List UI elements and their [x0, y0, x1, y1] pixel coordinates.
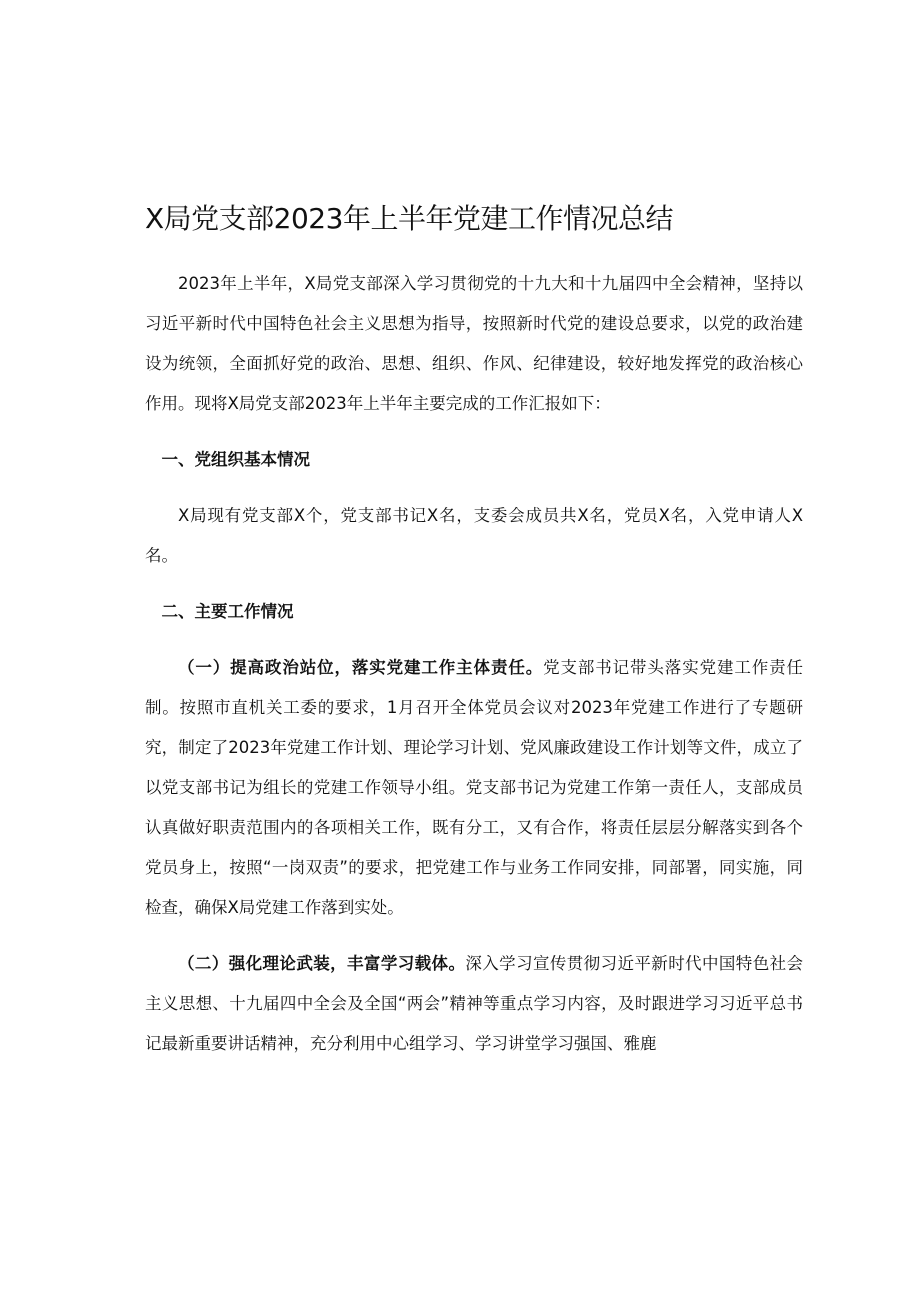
work-item-2-lead: （二）强化理论武装，丰富学习载体。	[178, 954, 466, 973]
section-heading-basic-info: 一、党组织基本情况	[161, 450, 310, 469]
basic-info-paragraph: X局现有党支部X个，党支部书记X名，支委会成员共X名，党员X名，入党申请人X名。	[145, 506, 803, 565]
work-item-1-text: 党支部书记带头落实党建工作责任制。按照市直机关工委的要求，1月召开全体党员会议对2023年党建工作进行了专题研究，制定了2023年党建工作计划、理论学习计划、党风廉政建设工作计划等文件，成立了以党支部书记为组长的党建工作领导小组。党支部书记为党建工作第一责任人，支部成员认真做好职责范围内的各项相关工作，既有分工，又有合作，将责任层层分解落实到各个党员身上，按照“一岗双责”的要求，把党建工作与业务工作同安排，同部署，同实施，同检查，确保X局党建工作落到实处。	[145, 658, 804, 917]
document-title: X局党支部2023年上半年党建工作情况总结	[145, 202, 673, 235]
work-item-2-paragraph	[145, 944, 803, 1064]
document-body	[145, 264, 803, 1064]
intro-paragraph: 2023年上半年，X局党支部深入学习贯彻党的十九大和十九届四中全会精神，坚持以习近平新时代中国特色社会主义思想为指导，按照新时代党的建设总要求，以党的政治建设为统领，全面抓好党的政治、思想、组织、作风、纪律建设，较好地发挥党的政治核心作用。现将X局党支部2023年上半年主要完成的工作汇报如下：	[145, 274, 803, 413]
section-heading-main-work: 二、主要工作情况	[161, 602, 294, 621]
work-item-2-text: 深入学习宣传贯彻习近平新时代中国特色社会主义思想、十九届四中全会及全国“两会”精神等重点学习内容，及时跟进学习习近平总书记最新重要讲话精神，充分利用中心组学习、学习讲堂学习强国、雅鹿	[145, 954, 804, 1053]
work-item-1-paragraph	[145, 648, 803, 928]
work-item-1-lead: （一）提高政治站位，落实党建工作主体责任。	[178, 658, 544, 677]
